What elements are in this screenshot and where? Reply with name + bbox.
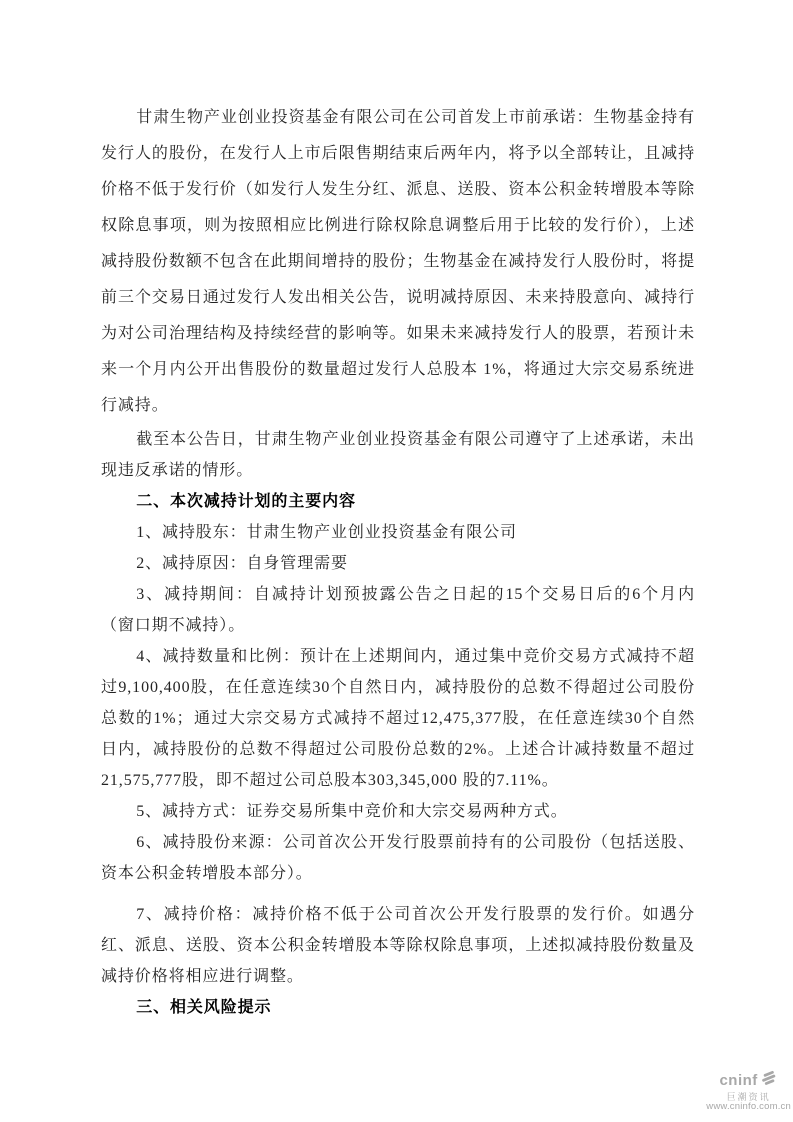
item-7-reduction-price: 7、减持价格：减持价格不低于公司首次公开发行股票的发行价。如遇分红、派息、送股、资本公积金转增股本等除权除息事项，上述拟减持股份数量及减持价格将相应进行调整。 [101,906,695,985]
cninfo-watermark [706,1070,791,1113]
cninfo-url: www.cninfo.com.cn [706,1101,791,1113]
item-2-reduction-reason: 2、减持原因：自身管理需要 [136,555,348,572]
cninfo-chinese-name: 巨潮资讯 [726,1091,771,1102]
cninfo-swirl-icon [760,1070,778,1091]
item-1-reduction-shareholder: 1、减持股东：甘肃生物产业创业投资基金有限公司 [136,524,517,541]
item-4-reduction-quantity-ratio: 4、减持数量和比例：预计在上述期间内，通过集中竞价交易方式减持不超过9,100,400股，在任意连续30个自然日内，减持股份的总数不得超过公司股份总数的1%；通过大宗交易方式减持不超过12,475,377股，在任意连续30个自然日内，减持股份的总数不得超过公司股份总数的2%。上述合计减持数量不超过21,575,777股，即不超过公司总股本303,345,000 股的7.11%。 [101,648,695,789]
para-ipo-commitment: 甘肃生物产业创业投资基金有限公司在公司首发上市前承诺：生物基金持有发行人的股份，在发行人上市后限售期结束后两年内，将予以全部转让，且减持价格不低于发行价（如发行人发生分红、派息、送股、资本公积金转增股本等除权除息事项，则为按照相应比例进行除权除息调整后用于比较的发行价），上述减持股份数额不包含在此期间增持的股份；生物基金在减持发行人股份时，将提前三个交易日通过发行人发出相关公告，说明减持原因、未来持股意向、减持行为对公司治理结构及持续经营的影响等。如果未来减持发行人的股票，若预计未来一个月内公开出售股份的数量超过发行人总股本 1%，将通过大宗交易系统进行减持。 [101,109,695,414]
para-compliance-statement: 截至本公告日，甘肃生物产业创业投资基金有限公司遵守了上述承诺，未出现违反承诺的情形。 [101,431,695,479]
item-3-reduction-period: 3、减持期间：自减持计划预披露公告之日起的15个交易日后的6个月内（窗口期不减持）。 [101,586,695,634]
cninfo-brand-row [719,1070,777,1091]
heading-section-two: 二、本次减持计划的主要内容 [136,493,356,510]
item-5-reduction-method: 5、减持方式：证券交易所集中竞价和大宗交易两种方式。 [136,803,568,820]
heading-section-three: 三、相关风险提示 [136,999,272,1016]
document-content [101,100,695,1023]
item-6-share-source: 6、减持股份来源：公司首次公开发行股票前持有的公司股份（包括送股、资本公积金转增股本部分）。 [101,834,695,882]
cninfo-logo-text: cninf [719,1072,758,1090]
